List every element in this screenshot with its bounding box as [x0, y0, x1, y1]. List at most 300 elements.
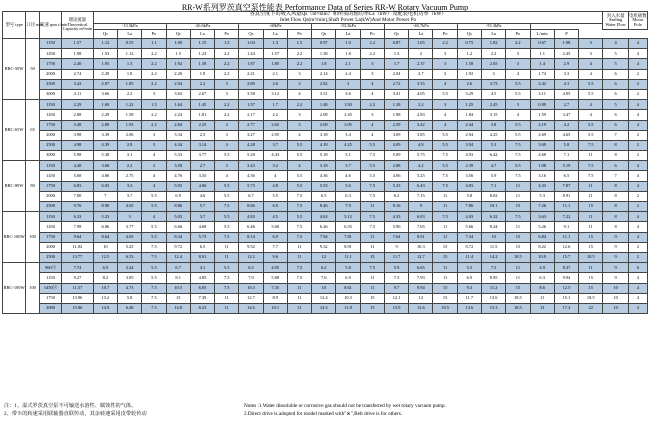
theoretical-cell: 7.80 — [62, 191, 94, 201]
value-cell: 5.5 — [142, 222, 166, 232]
water-cell: 8 — [603, 222, 628, 232]
value-cell: 1.5 — [166, 49, 190, 59]
value-cell: 4.34 — [166, 140, 190, 150]
value-cell: 3.3 — [118, 181, 142, 191]
value-cell: 2.94 — [166, 79, 190, 89]
value-cell: 5.28 — [239, 151, 263, 161]
value-cell: 1.15 — [190, 39, 214, 49]
header-sub: La — [409, 30, 433, 39]
value-cell: 1.5 — [287, 39, 311, 49]
value-cell: 6.32 — [482, 212, 506, 222]
value-cell: 5.5 — [142, 191, 166, 201]
theoretical-cell: 9.27 — [62, 273, 94, 283]
value-cell: 13.2 — [93, 293, 117, 303]
value-cell: 5.5 — [579, 89, 603, 99]
value-cell: 4.9 — [530, 263, 554, 273]
value-cell: 5.5 — [506, 161, 530, 171]
value-cell: 2.75 — [118, 171, 142, 181]
value-cell: 8.91 — [409, 232, 433, 242]
value-cell: 7.26 — [530, 202, 554, 212]
water-cell: 8 — [603, 181, 628, 191]
value-cell: 11.1 — [554, 232, 578, 242]
value-cell: 1.69 — [93, 100, 117, 110]
water-cell: 7 — [603, 171, 628, 181]
value-cell: 3 — [336, 79, 360, 89]
value-cell: 7.35 — [263, 283, 287, 293]
value-cell: 5.5 — [579, 120, 603, 130]
speed-cell: 1750 — [39, 59, 61, 69]
table-row — [3, 59, 648, 69]
value-cell: 7.5 — [360, 212, 384, 222]
value-cell: 13.6 — [457, 303, 481, 313]
value-cell: 3.94 — [457, 140, 481, 150]
value-cell: 1.64 — [166, 100, 190, 110]
value-cell: 6.86 — [93, 222, 117, 232]
value-cell: 4.1 — [190, 263, 214, 273]
theoretical-cell: 6.33 — [62, 212, 94, 222]
value-cell: 1.1 — [142, 39, 166, 49]
value-cell: 4 — [579, 100, 603, 110]
value-cell: 5.5 — [287, 171, 311, 181]
value-cell: 7.9 — [239, 273, 263, 283]
header-speed: 转速 rpm r/min — [39, 12, 61, 39]
value-cell: 3.7 — [263, 140, 287, 150]
value-cell: 4.86 — [93, 171, 117, 181]
water-cell: 8 — [603, 202, 628, 212]
value-cell: 5.8 — [118, 293, 142, 303]
value-cell: 2.88 — [384, 161, 408, 171]
value-cell: 2.45 — [554, 49, 578, 59]
header-motor-cn: 电机极数 — [629, 12, 647, 18]
value-cell: 1.85 — [263, 59, 287, 69]
value-cell: 4 — [215, 140, 239, 150]
value-cell: 11 — [287, 283, 311, 293]
pole-cell: 2 — [628, 191, 647, 201]
value-cell: 11 — [506, 191, 530, 201]
value-cell: 2.2 — [142, 110, 166, 120]
value-cell: 15.1 — [554, 293, 578, 303]
value-cell: 4.6 — [336, 171, 360, 181]
value-cell: 6.26 — [312, 222, 336, 232]
value-cell: 8.37 — [554, 263, 578, 273]
value-cell: 7.5 — [506, 212, 530, 222]
value-cell: 4.95 — [263, 263, 287, 273]
value-cell: 11 — [360, 232, 384, 242]
table-row — [3, 171, 648, 181]
value-cell: 7.5 — [287, 263, 311, 273]
value-cell: 3.35 — [409, 79, 433, 89]
value-cell: 3 — [506, 100, 530, 110]
value-cell: 2.77 — [239, 120, 263, 130]
value-cell: 2.2 — [142, 59, 166, 69]
value-cell: 2.2 — [142, 79, 166, 89]
value-cell: 7.7 — [263, 242, 287, 252]
header-kpa: -40kPa — [239, 24, 312, 30]
water-cell: 9 — [603, 232, 628, 242]
value-cell: 1.57 — [263, 49, 287, 59]
table-row — [3, 222, 648, 232]
value-cell: 3 — [433, 49, 457, 59]
value-cell: 5.26 — [530, 222, 554, 232]
theoretical-cell: 11.57 — [62, 283, 94, 293]
value-cell: 2.2 — [118, 161, 142, 171]
value-cell: 4.5 — [263, 212, 287, 222]
speed-cell: 2000 — [39, 69, 61, 79]
water-cell: 10 — [603, 303, 628, 313]
value-cell: 4.76 — [166, 171, 190, 181]
value-cell: 10.3 — [239, 283, 263, 293]
value-cell: 5.33 — [166, 151, 190, 161]
value-cell: 2.1 — [263, 69, 287, 79]
theoretical-cell: 13.77 — [62, 252, 94, 262]
note-en-1: Notes :1.Water dissoluble or corrosive gas should not be transferred by wet rotary vacuum pump. — [244, 403, 446, 409]
value-cell: 1.3 — [384, 49, 408, 59]
value-cell: 2.2 — [263, 110, 287, 120]
value-cell: 1.5 — [142, 100, 166, 110]
value-cell: 2.2 — [215, 69, 239, 79]
value-cell: 10.7 — [93, 283, 117, 293]
value-cell: 5.19 — [554, 161, 578, 171]
value-cell: 7.5 — [579, 140, 603, 150]
value-cell: 7.1 — [482, 181, 506, 191]
theoretical-cell: 7.98 — [62, 222, 94, 232]
value-cell: 11 — [579, 263, 603, 273]
value-cell: 7.5 — [215, 273, 239, 283]
value-cell: 3 — [215, 120, 239, 130]
value-cell: 9.32 — [312, 242, 336, 252]
value-cell: 4.8 — [263, 181, 287, 191]
speed-cell: 2000 — [39, 242, 61, 252]
value-cell: 3.51 — [312, 89, 336, 99]
pole-cell: 4 — [628, 161, 647, 171]
value-cell: 4.06 — [384, 171, 408, 181]
value-cell: 1.85 — [118, 79, 142, 89]
value-cell: 4.03 — [457, 212, 481, 222]
value-cell: 8.91 — [336, 242, 360, 252]
value-cell: 5.5 — [287, 140, 311, 150]
value-cell: 7.94 — [312, 232, 336, 242]
value-cell: 6.53 — [118, 252, 142, 262]
table-row — [3, 273, 648, 283]
value-cell: 15 — [433, 252, 457, 262]
value-cell: 11 — [433, 273, 457, 283]
value-cell: 8.14 — [239, 232, 263, 242]
value-cell: 2.72 — [384, 79, 408, 89]
value-cell: 11 — [579, 222, 603, 232]
value-cell: 8.64 — [93, 232, 117, 242]
value-cell: 5.5 — [506, 79, 530, 89]
value-cell: 15 — [360, 303, 384, 313]
theoretical-cell: 4.98 — [62, 140, 94, 150]
value-cell: 7.5 — [433, 151, 457, 161]
value-cell: 4.06 — [190, 181, 214, 191]
value-cell: 1.2 — [457, 49, 481, 59]
pole-cell: 2 — [628, 140, 647, 150]
water-cell: 7 — [603, 130, 628, 140]
speed-cell: 1750 — [39, 293, 61, 303]
value-cell: 13 — [166, 293, 190, 303]
value-cell: 11 — [287, 252, 311, 262]
value-cell: 2.7 — [190, 161, 214, 171]
value-cell: 1.04 — [239, 39, 263, 49]
value-cell: 7.65 — [409, 222, 433, 232]
value-cell: 3 — [287, 79, 311, 89]
value-cell: 3.63 — [530, 212, 554, 222]
value-cell: 9.1 — [554, 222, 578, 232]
value-cell: 4 — [142, 212, 166, 222]
value-cell: 1.38 — [384, 100, 408, 110]
value-cell: 0.67 — [530, 39, 554, 49]
value-cell: 4 — [142, 151, 166, 161]
note-en-2: 2.Direct drive is adopted for model marked with"※",Belt drive is for others. — [244, 411, 403, 417]
value-cell: 10.3 — [336, 293, 360, 303]
value-cell: 5.5 — [360, 161, 384, 171]
water-cell: 8 — [603, 140, 628, 150]
value-cell: 7.5 — [433, 171, 457, 181]
pole-cell: 4 — [628, 39, 647, 49]
value-cell: 3 — [506, 59, 530, 69]
value-cell: 11 — [360, 242, 384, 252]
value-cell: 1.22 — [118, 100, 142, 110]
value-cell: 5.93 — [166, 181, 190, 191]
value-cell: 5.9 — [482, 171, 506, 181]
value-cell: 5.25 — [118, 242, 142, 252]
theoretical-cell: 1.98 — [62, 49, 94, 59]
value-cell: 5.66 — [457, 222, 481, 232]
water-cell: 8 — [603, 212, 628, 222]
value-cell: 11 — [215, 293, 239, 303]
value-cell: 3 — [215, 79, 239, 89]
pole-cell: 2 — [628, 252, 647, 262]
value-cell: 2.29 — [93, 69, 117, 79]
table-row — [3, 100, 648, 110]
value-cell: 10 — [93, 242, 117, 252]
water-cell: 5 — [603, 49, 628, 59]
value-cell: 1.5 — [215, 39, 239, 49]
value-cell: 15 — [579, 273, 603, 283]
water-cell: 8 — [603, 151, 628, 161]
value-cell: 7.5 — [215, 232, 239, 242]
table-row — [3, 303, 648, 313]
value-cell: 6.5 — [190, 242, 214, 252]
pole-cell: 2 — [628, 130, 647, 140]
value-cell: 13 — [530, 303, 554, 313]
value-cell: 5.53 — [312, 181, 336, 191]
header-motor — [628, 12, 647, 30]
speed-cell: 1150 — [39, 212, 61, 222]
value-cell: 11.5 — [482, 242, 506, 252]
value-cell: 0.75 — [457, 39, 481, 49]
model-cell: RRC-80W — [3, 161, 26, 212]
theoretical-cell: 9.76 — [62, 202, 94, 212]
value-cell: 12 — [409, 293, 433, 303]
theoretical-cell: 7.74 — [62, 263, 94, 273]
value-cell: 2.2 — [360, 49, 384, 59]
value-cell: 4.65 — [554, 130, 578, 140]
value-cell: 5.5 — [579, 79, 603, 89]
value-cell: 5.6 — [336, 181, 360, 191]
value-cell: 2.04 — [384, 69, 408, 79]
value-cell: 3 — [118, 212, 142, 222]
value-cell: 5.25 — [409, 171, 433, 181]
value-cell: 4.8 — [409, 140, 433, 150]
value-cell: 2.69 — [312, 120, 336, 130]
value-cell: 5.5 — [215, 263, 239, 273]
value-cell: 2.42 — [530, 79, 554, 89]
value-cell: 1.98 — [530, 161, 554, 171]
header-water-unit: L/min — [530, 30, 554, 39]
value-cell: 4 — [287, 89, 311, 99]
table-row — [3, 181, 648, 191]
speed-cell: 1450 — [39, 49, 61, 59]
theoretical-cell: 1.57 — [62, 39, 94, 49]
value-cell: 1.12 — [93, 39, 117, 49]
header-kpa: -13.3kPa — [93, 24, 166, 30]
table-row — [3, 120, 648, 130]
value-cell: 5.5 — [215, 181, 239, 191]
value-cell: 2.67 — [190, 89, 214, 99]
value-cell: 3.73 — [482, 79, 506, 89]
value-cell: 7.64 — [384, 232, 408, 242]
value-cell: 6.9 — [263, 202, 287, 212]
water-cell: 6 — [603, 89, 628, 99]
value-cell: 5.5 — [433, 140, 457, 150]
value-cell: 11.7 — [384, 252, 408, 262]
value-cell: 4.1 — [554, 79, 578, 89]
value-cell: 5.5 — [263, 191, 287, 201]
value-cell: 6.65 — [409, 263, 433, 273]
value-cell: 15.3 — [482, 303, 506, 313]
value-cell: 1.44 — [239, 49, 263, 59]
pole-cell: 4 — [628, 222, 647, 232]
value-cell: 5.8 — [457, 191, 481, 201]
pole-cell: 4 — [628, 181, 647, 191]
value-cell: 11 — [579, 212, 603, 222]
value-cell: 7.5 — [142, 252, 166, 262]
value-cell: 5.18 — [312, 151, 336, 161]
value-cell: 3.7 — [190, 212, 214, 222]
value-cell: 15 — [506, 202, 530, 212]
theoretical-cell: 4.48 — [62, 161, 94, 171]
value-cell: 4 — [287, 130, 311, 140]
table-row — [3, 69, 648, 79]
value-cell: 11 — [360, 273, 384, 283]
value-cell: 18.5 — [433, 303, 457, 313]
water-cell: 6 — [603, 110, 628, 120]
water-cell: 6 — [603, 79, 628, 89]
theoretical-cell: 9.64 — [62, 232, 94, 242]
value-cell: 3.18 — [312, 130, 336, 140]
pole-cell: 2 — [628, 89, 647, 99]
value-cell: 2.37 — [409, 59, 433, 69]
value-cell: 1.93 — [336, 100, 360, 110]
value-cell: 4 — [506, 69, 530, 79]
theoretical-cell: 3.98 — [62, 130, 94, 140]
speed-cell: 1450 — [39, 222, 61, 232]
value-cell: 6.7 — [239, 191, 263, 201]
value-cell: 5.5 — [457, 263, 481, 273]
value-cell: 1.53 — [93, 49, 117, 59]
value-cell: 3.12 — [263, 89, 287, 99]
value-cell: 8.72 — [457, 242, 481, 252]
value-cell: 2.84 — [166, 120, 190, 130]
table-row — [3, 191, 648, 201]
value-cell: 5.5 — [433, 130, 457, 140]
value-cell: 4.33 — [384, 212, 408, 222]
value-cell: 2.69 — [530, 130, 554, 140]
value-cell: 2.19 — [530, 120, 554, 130]
pole-cell: 4 — [628, 273, 647, 283]
value-cell: 0.87 — [384, 39, 408, 49]
value-cell: 3.27 — [239, 130, 263, 140]
water-cell: 4 — [603, 39, 628, 49]
table-row — [3, 212, 648, 222]
value-cell: 2.2 — [118, 89, 142, 99]
table-row — [3, 140, 648, 150]
value-cell: 3 — [506, 49, 530, 59]
value-cell: 6.3 — [336, 191, 360, 201]
value-cell: 7.5 — [360, 263, 384, 273]
water-cell: 9 — [603, 242, 628, 252]
value-cell: 11 — [433, 191, 457, 201]
value-cell: 11 — [433, 232, 457, 242]
header-sub: Po — [215, 30, 239, 39]
value-cell: 1.82 — [482, 39, 506, 49]
value-cell: 1.87 — [239, 59, 263, 69]
value-cell: 5.5 — [142, 232, 166, 242]
value-cell: 4.43 — [263, 151, 287, 161]
value-cell: 3.4 — [336, 130, 360, 140]
value-cell: 3.16 — [530, 171, 554, 181]
value-cell: 4.33 — [530, 181, 554, 191]
value-cell: 7.5 — [506, 151, 530, 161]
value-cell: 7.5 — [506, 171, 530, 181]
value-cell: 3 — [360, 110, 384, 120]
value-cell: 12.1 — [384, 293, 408, 303]
value-cell: 7.5 — [433, 212, 457, 222]
value-cell: 1.65 — [409, 39, 433, 49]
header-sub: Qs — [384, 30, 408, 39]
header-sub: Qs — [312, 30, 336, 39]
value-cell: 3.3 — [554, 69, 578, 79]
value-cell: 12.7 — [239, 293, 263, 303]
value-cell: 5.5 — [579, 130, 603, 140]
value-cell: 4.28 — [239, 140, 263, 150]
value-cell: 9 — [384, 242, 408, 252]
value-cell: 2.2 — [190, 79, 214, 89]
value-cell: 6.42 — [482, 151, 506, 161]
value-cell: 5.23 — [384, 181, 408, 191]
value-cell: 3.85 — [409, 130, 433, 140]
value-cell: 8.90 — [93, 202, 117, 212]
value-cell: 11 — [579, 181, 603, 191]
value-cell: 8.61 — [336, 283, 360, 293]
value-cell: 1.92 — [166, 59, 190, 69]
value-cell: 2.21 — [239, 69, 263, 79]
header-kpa: -53.3kPa — [457, 24, 530, 30]
value-cell: 1.38 — [312, 49, 336, 59]
value-cell: 7.9 — [336, 202, 360, 212]
value-cell: 1.74 — [530, 69, 554, 79]
value-cell: 2.1 — [336, 59, 360, 69]
value-cell: 4.25 — [336, 140, 360, 150]
value-cell: 6.43 — [409, 181, 433, 191]
value-cell: 5.5 — [433, 161, 457, 171]
value-cell: 5.23 — [93, 212, 117, 222]
value-cell: 2.2 — [215, 59, 239, 69]
theoretical-cell: 4.11 — [62, 89, 94, 99]
value-cell: 6.2 — [312, 263, 336, 273]
